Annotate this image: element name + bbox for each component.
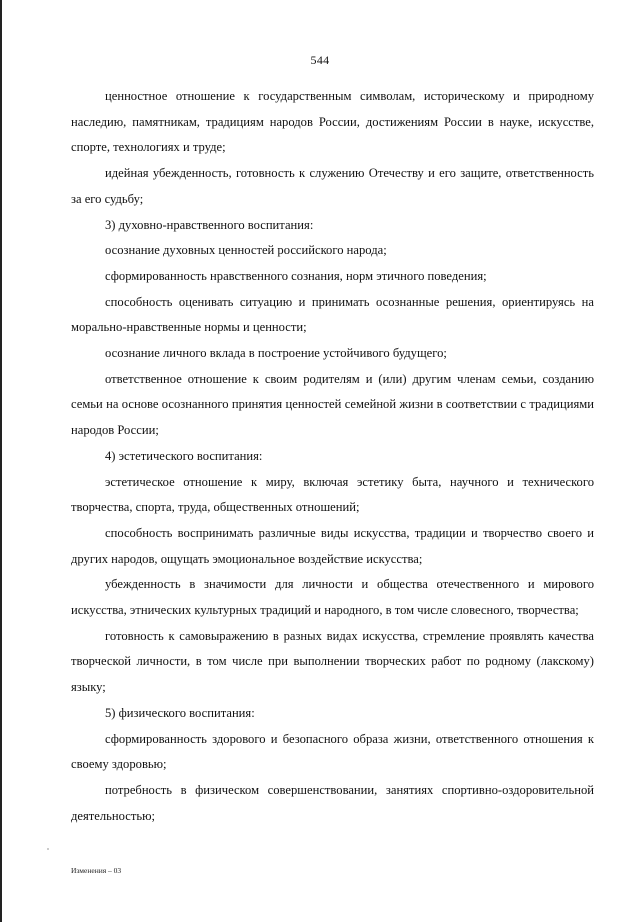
- paragraph: осознание духовных ценностей российского народа;: [105, 243, 387, 258]
- document-body: [71, 84, 594, 829]
- paragraph: убежденность в значимости для личности и общества отечественного и мирового искусства, этнических культурных традиций и народного, в том числе словесного, творчества;: [71, 577, 594, 618]
- paragraph: идейная убежденность, готовность к служению Отечеству и его защите, ответственность за его судьбу;: [71, 166, 594, 206]
- paragraph: готовность к самовыражению в разных видах искусства, стремление проявлять качества творческой личности, в том числе при выполнении творческих работ по родному (лакскому) языку;: [71, 628, 594, 695]
- paragraph: потребность в физическом совершенствовании, занятиях спортивно-оздоровительной деятельностью;: [71, 782, 594, 823]
- footer-revision-note: Изменения – 03: [71, 866, 122, 875]
- section-heading: 5) физического воспитания:: [105, 705, 255, 720]
- page-edge: [0, 0, 2, 922]
- paragraph: сформированность нравственного сознания, норм этичного поведения;: [105, 268, 487, 283]
- page-number: 544: [310, 53, 330, 67]
- paragraph: ценностное отношение к государственным символам, историческому и природному наследию, памятникам, традициям народов России, достижениям России в науке, искусстве, спорте, технологиях и труде;: [71, 89, 594, 155]
- section-heading: 3) духовно-нравственного воспитания:: [105, 217, 314, 232]
- paragraph: ответственное отношение к своим родителям и (или) другим членам семьи, созданию семьи на основе осознанного принятия ценностей семейной жизни в соответствии с традициями народов России;: [71, 371, 594, 438]
- paragraph: способность оценивать ситуацию и принимать осознанные решения, ориентируясь на морально-нравственные нормы и ценности;: [71, 294, 594, 335]
- section-heading: 4) эстетического воспитания:: [105, 448, 263, 463]
- paragraph: сформированность здорового и безопасного образа жизни, ответственного отношения к своему здоровью;: [71, 731, 594, 772]
- scan-speck: [47, 848, 49, 850]
- paragraph: способность воспринимать различные виды искусства, традиции и творчество своего и других народов, ощущать эмоциональное воздействие искусства;: [71, 525, 594, 566]
- paragraph: осознание личного вклада в построение устойчивого будущего;: [105, 346, 447, 361]
- paragraph: эстетическое отношение к миру, включая эстетику быта, научного и технического творчества, спорта, труда, общественных отношений;: [71, 474, 594, 515]
